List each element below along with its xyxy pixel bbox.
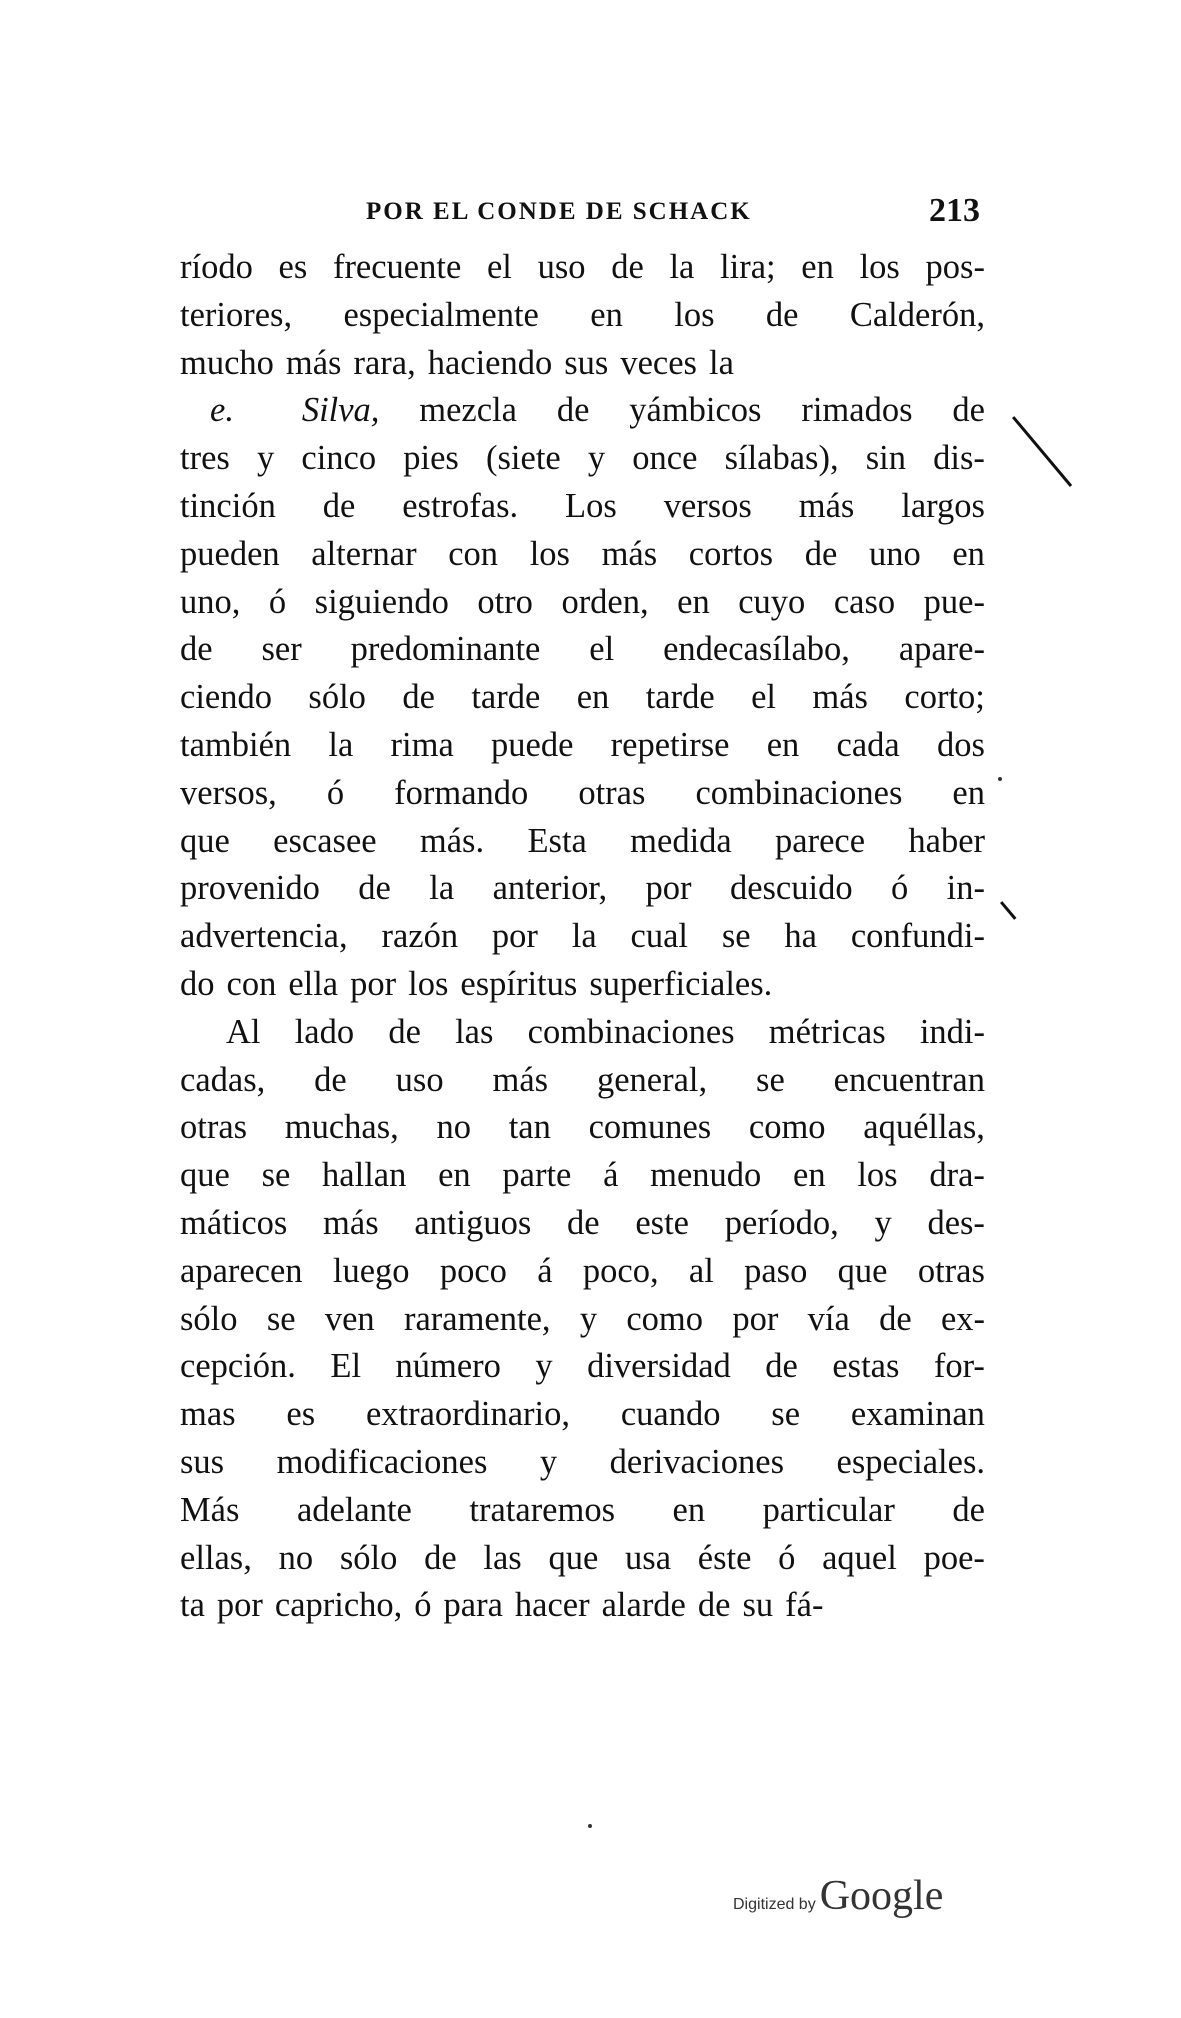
word: cepción. (180, 1347, 296, 1386)
word: al (688, 1251, 714, 1290)
word: escasee (273, 821, 377, 860)
word: once (632, 439, 698, 478)
word: más (492, 1060, 549, 1099)
word: número (395, 1347, 501, 1386)
text-line (180, 965, 985, 1013)
word: los (529, 534, 570, 573)
word: la (669, 248, 695, 286)
word: haciendo (427, 343, 553, 382)
word: cuando (620, 1395, 721, 1434)
text-line (180, 1013, 985, 1061)
word: en (576, 678, 610, 717)
word: ó (414, 1586, 432, 1625)
word: el (751, 678, 776, 717)
word: repetirse (610, 725, 730, 764)
text-line (180, 391, 985, 439)
word: el (486, 248, 512, 286)
text-line (180, 822, 985, 870)
word: do (180, 964, 215, 1003)
text-line (180, 774, 985, 822)
word: más (601, 534, 658, 573)
word: Silva, (301, 391, 380, 430)
word: corto; (904, 678, 985, 717)
google-logo: Google (819, 1873, 944, 1919)
word: adelante (296, 1490, 412, 1529)
word: ella (288, 964, 339, 1003)
word: examinan (850, 1395, 985, 1434)
word: de (322, 486, 356, 525)
word: su (742, 1586, 774, 1625)
word: capricho, (274, 1586, 403, 1625)
word: Esta (527, 821, 587, 860)
word: formando (394, 773, 529, 812)
word: sílabas), (724, 439, 839, 478)
word: uso (537, 248, 586, 286)
word: por (350, 964, 397, 1003)
word: de (952, 391, 985, 430)
word: la (429, 869, 455, 908)
word: espíritus (460, 964, 578, 1003)
word: medida (630, 821, 732, 860)
word: uno, (180, 582, 241, 621)
word: Al (226, 1012, 261, 1051)
word: de (567, 1203, 600, 1242)
word: de (765, 295, 799, 334)
word: con (226, 964, 277, 1003)
word: la (708, 343, 734, 382)
word: por (216, 1586, 263, 1625)
word: mucho (180, 343, 274, 382)
text-line (180, 583, 985, 631)
text-line (180, 439, 985, 487)
word: sus (564, 343, 609, 382)
text-line (180, 487, 985, 535)
word: versos (663, 486, 752, 525)
word: por (491, 917, 538, 956)
word: anterior, (492, 869, 608, 908)
margin-dot (588, 1824, 592, 1828)
word: caso (833, 582, 896, 621)
word: ó (778, 1538, 796, 1577)
word: tinción (180, 486, 276, 525)
word: se (771, 1395, 801, 1434)
word: des- (927, 1203, 985, 1242)
word: ó (268, 582, 287, 621)
word: apare- (898, 630, 985, 669)
word: y (535, 1347, 553, 1386)
word: combinaciones (695, 773, 903, 812)
word: vía (807, 1299, 850, 1338)
margin-pencil-mark (1012, 416, 1072, 487)
word: alarde (601, 1586, 686, 1625)
word: sus (180, 1442, 225, 1481)
word: general, (596, 1060, 708, 1099)
margin-dot (998, 777, 1002, 781)
word: no (436, 1108, 471, 1147)
word: de (952, 1490, 985, 1529)
word: uno (868, 534, 921, 573)
word: período, (724, 1203, 839, 1242)
word: estrofas. (402, 486, 519, 525)
word: métricas (768, 1012, 886, 1051)
word: cuyo (738, 582, 806, 621)
word: y (539, 1442, 558, 1481)
word: de (424, 1538, 457, 1577)
word: provenido (180, 869, 320, 908)
word: á (537, 1251, 553, 1290)
text-line (180, 1539, 985, 1587)
word: ha (784, 917, 817, 956)
text-line (180, 1395, 985, 1443)
digitized-by-google-watermark (733, 1872, 943, 1922)
running-title: POR EL CONDE DE SCHACK (366, 198, 752, 225)
word: rara, (353, 343, 416, 382)
word: paso (744, 1251, 808, 1290)
word: también (180, 725, 292, 764)
word: los (859, 248, 900, 286)
word: hallan (322, 1156, 407, 1195)
text-line (180, 1347, 985, 1395)
page-number: 213 (929, 192, 980, 229)
word: mezcla (419, 391, 517, 430)
word: ta (180, 1586, 205, 1625)
text-line (180, 1252, 985, 1300)
word: de (402, 678, 435, 717)
word: otras (180, 1108, 248, 1147)
word: que (180, 821, 230, 860)
word: (siete (486, 439, 561, 478)
word: sólo (308, 678, 366, 717)
word: indi- (919, 1012, 985, 1051)
word: lira; (720, 248, 776, 286)
word: ó (326, 773, 345, 812)
word: pueden (180, 534, 280, 573)
text-line (180, 869, 985, 917)
word: usa (625, 1538, 672, 1577)
word: derivaciones (609, 1442, 785, 1481)
word: mas (180, 1395, 236, 1434)
word: poco, (582, 1251, 659, 1290)
word: es (278, 248, 308, 286)
word: yámbicos (629, 391, 762, 430)
word: dis- (933, 439, 985, 478)
word: otro (477, 582, 533, 621)
word: el (589, 630, 615, 669)
word: ó (890, 869, 909, 908)
text-line (180, 917, 985, 965)
word: ser (261, 630, 302, 669)
word: las (455, 1012, 494, 1051)
word: e. (210, 391, 234, 430)
word: menudo (650, 1156, 762, 1195)
text-line (180, 726, 985, 774)
word: se (721, 917, 751, 956)
word: diversidad (587, 1347, 731, 1386)
word: sólo (180, 1299, 238, 1338)
word: en (952, 534, 985, 573)
word: de (556, 391, 590, 430)
word: predominante (350, 630, 541, 669)
word: los (408, 964, 449, 1003)
word: en (677, 582, 710, 621)
word: de (314, 1060, 347, 1099)
word: in- (946, 869, 985, 908)
word: con (448, 534, 499, 573)
word: rimados (801, 391, 913, 430)
word: aquéllas, (863, 1108, 985, 1147)
word: pue- (923, 582, 985, 621)
word: más (812, 678, 868, 717)
word: es (286, 1395, 316, 1434)
word: frecuente (332, 248, 462, 286)
word: teriores, (180, 295, 293, 334)
word: la (328, 725, 354, 764)
word: ríodo (180, 248, 253, 286)
word: á (603, 1156, 619, 1195)
word: Los (565, 486, 617, 525)
word: como (748, 1108, 826, 1147)
page-header (180, 192, 980, 232)
word: superficiales. (589, 964, 773, 1003)
word: más (323, 1203, 379, 1242)
word: haber (908, 821, 985, 860)
word: ciendo (180, 678, 272, 717)
word: encuentran (833, 1060, 985, 1099)
word: sólo (339, 1538, 398, 1577)
word: uso (395, 1060, 444, 1099)
word: aparecen (180, 1251, 303, 1290)
word: en (952, 773, 985, 812)
text-line (180, 630, 985, 678)
word: raramente, (403, 1299, 551, 1338)
word: advertencia, (180, 917, 348, 956)
word: pos- (925, 248, 985, 286)
word: lado (294, 1012, 355, 1051)
word: para (443, 1586, 503, 1625)
word: poe- (923, 1538, 985, 1577)
word: parte (502, 1156, 572, 1195)
word: que (837, 1251, 888, 1290)
text-line (180, 1204, 985, 1252)
word: El (330, 1347, 362, 1386)
word: cadas, (180, 1060, 266, 1099)
word: cinco (301, 439, 377, 478)
word: que (548, 1538, 599, 1577)
word: por (732, 1299, 779, 1338)
word: antiguos (414, 1203, 532, 1242)
word: Más (180, 1490, 240, 1529)
word: ellas, (180, 1538, 252, 1577)
text-line (180, 1061, 985, 1109)
text-line (180, 344, 985, 392)
word: y (256, 439, 275, 478)
word: dra- (929, 1156, 985, 1195)
word: se (261, 1156, 291, 1195)
margin-pencil-mark (1000, 901, 1016, 920)
word: y (587, 439, 606, 478)
text-line (180, 1491, 985, 1539)
word: cual (630, 917, 688, 956)
word: ven (324, 1299, 375, 1338)
word: más. (419, 821, 485, 860)
word: tarde (471, 678, 541, 717)
word: la (571, 917, 597, 956)
text-line (180, 1443, 985, 1491)
word: endecasílabo, (663, 630, 850, 669)
word: especiales. (836, 1442, 985, 1481)
text-line (180, 535, 985, 583)
word: hacer (514, 1586, 590, 1625)
word: máticos (180, 1203, 288, 1242)
word: cada (836, 725, 900, 764)
word: en (766, 725, 800, 764)
text-line (180, 1300, 985, 1348)
word: ex- (940, 1299, 985, 1338)
word: se (756, 1060, 785, 1099)
word: especialmente (343, 295, 539, 334)
word: tarde (645, 678, 715, 717)
word: en (801, 248, 834, 286)
word: razón (381, 917, 459, 956)
word: Calderón, (849, 295, 985, 334)
word: de (611, 248, 644, 286)
word: en (672, 1490, 706, 1529)
word: siguiendo (314, 582, 449, 621)
word: poco (439, 1251, 507, 1290)
word: orden, (561, 582, 649, 621)
word: en (793, 1156, 826, 1195)
word: luego (332, 1251, 410, 1290)
word: de (804, 534, 838, 573)
word: otras (917, 1251, 985, 1290)
word: descuido (729, 869, 853, 908)
word: y (874, 1203, 892, 1242)
word: no (278, 1538, 314, 1577)
word: cortos (688, 534, 774, 573)
word: fá- (785, 1586, 824, 1625)
word: de (180, 630, 213, 669)
word: de (879, 1299, 912, 1338)
digitized-by-label: Digitized by (733, 1896, 816, 1913)
text-line (180, 296, 985, 344)
word: de (697, 1586, 731, 1625)
word: versos, (180, 773, 277, 812)
word: combinaciones (527, 1012, 735, 1051)
word: de (388, 1012, 421, 1051)
word: por (645, 869, 692, 908)
word: particular (762, 1490, 895, 1529)
word: de (358, 869, 391, 908)
word: pies (403, 439, 459, 478)
word: los (857, 1156, 898, 1195)
word: trataremos (469, 1490, 616, 1529)
word: parece (775, 821, 866, 860)
word: en (590, 295, 623, 334)
word: tres (180, 439, 230, 478)
word: dos (936, 725, 985, 764)
word: como (626, 1299, 704, 1338)
word: las (483, 1538, 522, 1577)
word: este (635, 1203, 689, 1242)
word: más (798, 486, 855, 525)
word: otras (578, 773, 646, 812)
word: y (579, 1299, 598, 1338)
word: más (285, 343, 342, 382)
word: confundi- (850, 917, 985, 956)
word: éste (697, 1538, 752, 1577)
word: que (180, 1156, 230, 1195)
word: sin (865, 439, 907, 478)
word: veces (620, 343, 697, 382)
text-line (180, 678, 985, 726)
text-line (180, 1108, 985, 1156)
word: comunes (588, 1108, 712, 1147)
word: estas (832, 1347, 900, 1386)
text-line (180, 1156, 985, 1204)
word: rima (390, 725, 454, 764)
word: en (438, 1156, 471, 1195)
word: largos (901, 486, 985, 525)
word: alternar (311, 534, 417, 573)
word: puede (491, 725, 574, 764)
word: modificaciones (276, 1442, 488, 1481)
word: tan (508, 1108, 551, 1147)
text-line (180, 248, 985, 296)
text-line (180, 1586, 985, 1634)
word: los (674, 295, 715, 334)
word: extraordinario, (365, 1395, 570, 1434)
word: for- (933, 1347, 985, 1386)
body-text (180, 248, 985, 1634)
word: se (266, 1299, 296, 1338)
word: aquel (822, 1538, 897, 1577)
word: muchas, (284, 1108, 399, 1147)
word: de (765, 1347, 798, 1386)
